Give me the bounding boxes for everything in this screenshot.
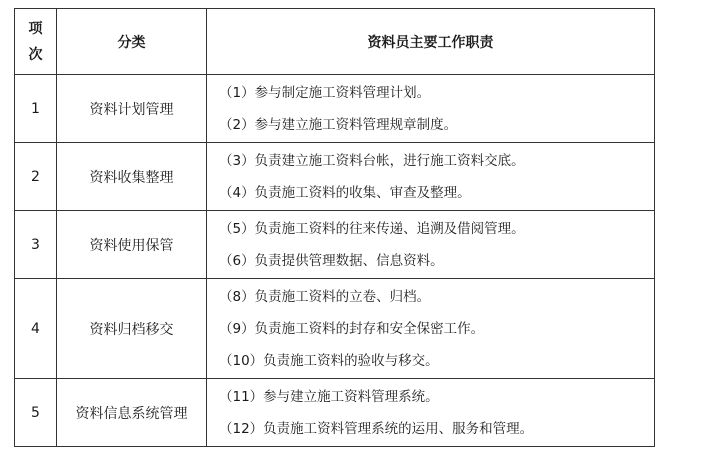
- row-no: 2: [15, 143, 57, 211]
- duty-item: （1）参与制定施工资料管理计划。: [219, 84, 431, 101]
- row-category: 资料使用保管: [57, 211, 207, 279]
- row-category: 资料计划管理: [57, 75, 207, 143]
- duty-item: （6）负责提供管理数据、信息资料。: [219, 252, 444, 269]
- duty-item: （2）参与建立施工资料管理规章制度。: [219, 116, 458, 133]
- row-category: 资料收集整理: [57, 143, 207, 211]
- table-row: [15, 211, 655, 279]
- row-duties: [207, 379, 655, 447]
- row-duties: [207, 143, 655, 211]
- table-row: [15, 279, 655, 379]
- duty-item: （9）负责施工资料的封存和安全保密工作。: [219, 320, 485, 337]
- header-duties: 资料员主要工作职责: [207, 9, 655, 75]
- table-row: [15, 143, 655, 211]
- row-duties: [207, 279, 655, 379]
- header-no-line2: 次: [28, 46, 43, 63]
- duties-table: [14, 8, 655, 447]
- duty-item: （11）参与建立施工资料管理系统。: [219, 388, 439, 405]
- header-row: [15, 9, 655, 75]
- header-no: [15, 9, 57, 75]
- table-row: [15, 379, 655, 447]
- header-no-line1: 项: [28, 20, 43, 37]
- row-duties: [207, 75, 655, 143]
- duty-item: （10）负责施工资料的验收与移交。: [219, 352, 439, 369]
- row-duties: [207, 211, 655, 279]
- row-no: 4: [15, 279, 57, 379]
- duty-item: （3）负责建立施工资料台帐，进行施工资料交底。: [219, 152, 525, 169]
- row-no: 3: [15, 211, 57, 279]
- table-row: [15, 75, 655, 143]
- row-category: 资料归档移交: [57, 279, 207, 379]
- duty-item: （8）负责施工资料的立卷、归档。: [219, 288, 431, 305]
- row-no: 5: [15, 379, 57, 447]
- duty-item: （4）负责施工资料的收集、审查及整理。: [219, 184, 471, 201]
- row-category: 资料信息系统管理: [57, 379, 207, 447]
- row-no: 1: [15, 75, 57, 143]
- header-category: 分类: [57, 9, 207, 75]
- duty-item: （5）负责施工资料的往来传递、追溯及借阅管理。: [219, 220, 525, 237]
- duty-item: （12）负责施工资料管理系统的运用、服务和管理。: [219, 420, 534, 437]
